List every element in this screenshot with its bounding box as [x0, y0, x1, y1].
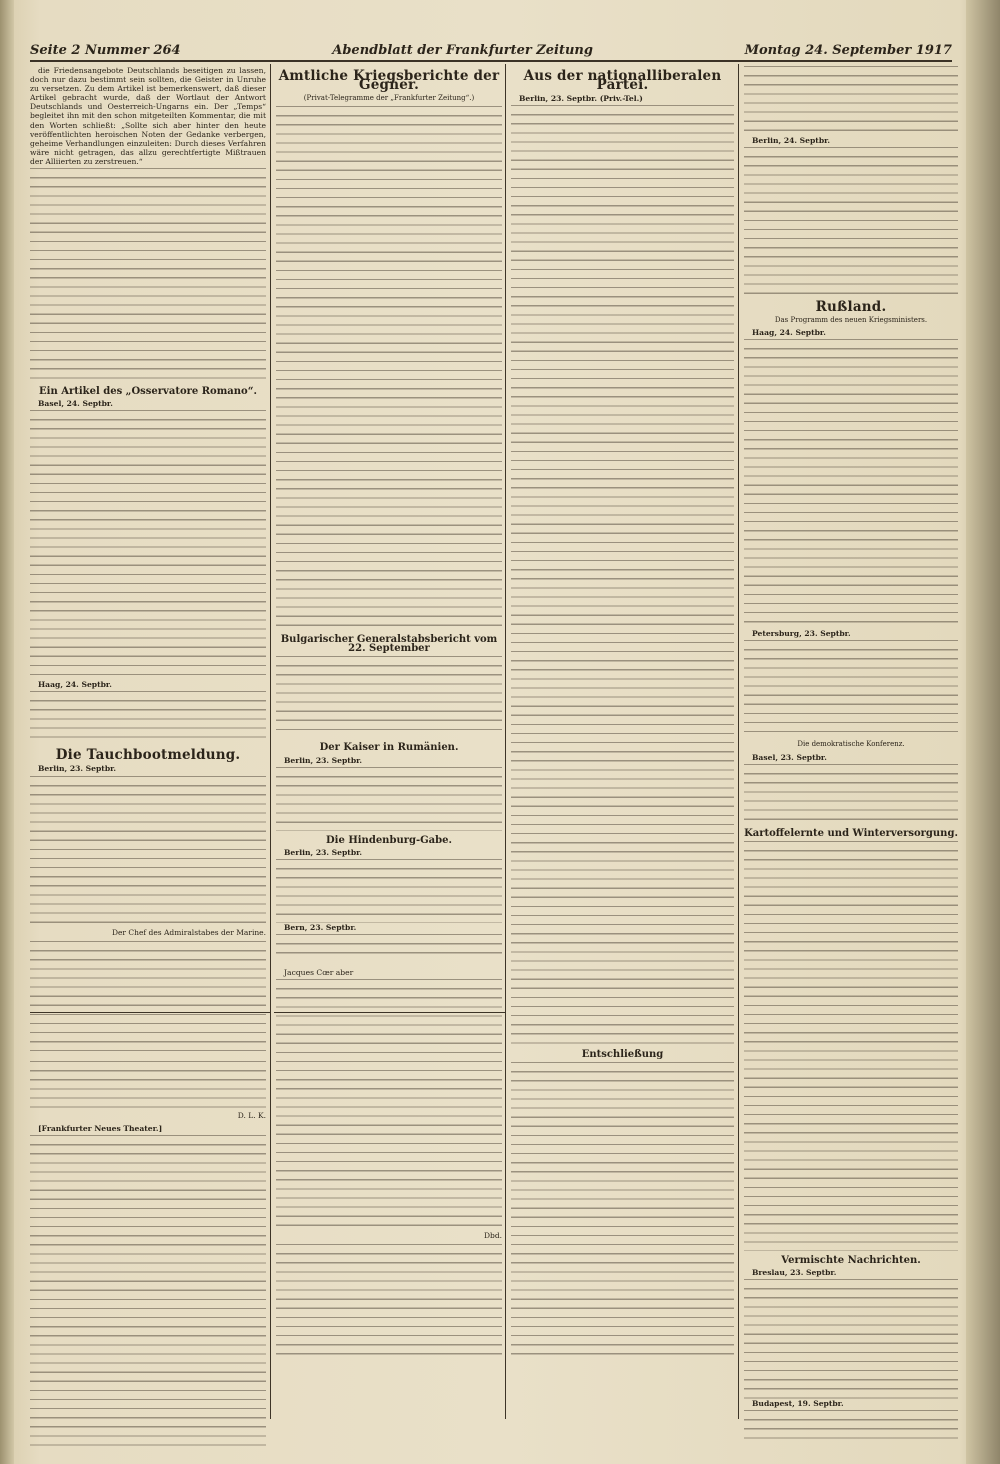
masthead [30, 40, 952, 62]
signature: Dbd. [484, 1231, 502, 1241]
feuilleton-opening: Jacques Cœr aber [284, 967, 354, 977]
article-heading: Kartoffelernte und Winterversorgung. [744, 827, 958, 839]
text-block [744, 640, 958, 740]
article-heading: Amtliche Kriegsberichte der Gegner. [278, 68, 500, 94]
article-heading: Aus der nationalliberalen Partei. [523, 68, 722, 94]
text-block [30, 410, 266, 680]
text-block [744, 339, 958, 629]
text-block [744, 1279, 958, 1399]
page-number: Seite 2 Nummer 264 [30, 42, 181, 58]
article-subheading: (Privat-Telegramme der „Frankfurter Zeitung“.) [303, 94, 475, 103]
dateline: Budapest, 19. Septbr. [752, 1398, 844, 1408]
text-block [276, 656, 502, 738]
dateline: Berlin, 23. Septbr. [284, 755, 363, 765]
article-heading: Der Kaiser in Rumänien. [319, 742, 459, 754]
text-block [30, 941, 266, 1051]
article-heading: Ein Artikel des „Osservatore Romano“. [39, 386, 257, 398]
text-block [276, 979, 502, 1229]
article-heading: Rußland. [815, 299, 887, 316]
text-block [276, 767, 502, 831]
text-block [30, 1135, 266, 1446]
issue-date: Montag 24. September 1917 [744, 42, 952, 58]
dateline: Berlin, 23. Septbr. (Priv.-Tel.) [519, 94, 643, 104]
text-block [30, 168, 266, 382]
article-subheading: Die demokratische Konferenz. [797, 740, 905, 749]
dateline: Berlin, 24. Septbr. [752, 136, 831, 145]
column-3 [511, 66, 734, 1446]
column-rule [738, 64, 739, 1419]
text-block [744, 1410, 958, 1440]
page-edge-left [0, 0, 14, 1464]
text-block [30, 691, 266, 745]
dateline: Petersburg, 23. Septbr. [752, 629, 851, 639]
signature: Der Chef des Admiralstabes der Marine. [111, 927, 266, 937]
col1-intro: die Friedensangebote Deutschlands beseitigen zu lassen, doch nur dazu bestimmt sein sollten, die Geister in Unruhe zu versetzen. Zu dem Artikel ist bemerkenswert, daß dieser Artikel gebracht wurde, daß der Wortlaut der Antwort Deutschlands und Oesterreich-Ungarns ein. Der „Temps“ begleitet ihn mit den schon mitgeteilten Kommentar, die mit den Worten schließt: „Sollte sich aber hinter den heute veröffentlichten heroischen Noten der Gedanke verbergen, geheime Verhandlungen einzuleiten: Durch dieses Verfahren wäre nicht getragen, das allzu gerechtfertigte Mißtrauen der Alliierten zu zerstreuen.“ [30, 66, 266, 166]
text-block [276, 934, 502, 956]
newspaper-title: Abendblatt der Frankfurter Zeitung [332, 42, 593, 58]
text-block [511, 1062, 734, 1362]
dateline: Basel, 23. Septbr. [752, 752, 827, 762]
section-label: [Frankfurter Neues Theater.] [38, 1123, 163, 1133]
text-block [30, 776, 266, 926]
dateline: Bern, 23. Septbr. [284, 922, 357, 932]
article-heading: Die Hindenburg-Gabe. [326, 834, 452, 846]
text-block [744, 66, 958, 136]
dateline: Haag, 24. Septbr. [752, 328, 826, 338]
text-block [744, 841, 958, 1251]
column-2 [276, 66, 502, 1446]
dateline: Berlin, 23. Septbr. [38, 764, 117, 774]
page-edge-right [966, 0, 1000, 1464]
dateline: Haag, 24. Septbr. [38, 680, 112, 690]
dateline: Basel, 24. Septbr. [38, 399, 113, 409]
column-rule [505, 64, 506, 1419]
text-block [276, 106, 502, 630]
signature: D. L. K. [237, 1110, 266, 1120]
article-heading: Entschließung [581, 1049, 664, 1061]
text-block [744, 764, 958, 824]
dateline: Breslau, 23. Septbr. [752, 1267, 837, 1277]
dateline: Berlin, 23. Septbr. [284, 847, 363, 857]
text-block [511, 105, 734, 1045]
article-subheading: Das Programm des neuen Kriegsministers. [774, 316, 928, 325]
text-block [276, 1244, 502, 1362]
column-rule [270, 64, 271, 1419]
column-1 [30, 66, 266, 1446]
text-block [30, 1061, 266, 1109]
article-heading: Vermischte Nachrichten. [781, 1254, 921, 1266]
column-4 [744, 66, 958, 1446]
text-block [276, 859, 502, 923]
article-heading: Die Tauchbootmeldung. [55, 747, 241, 764]
text-block [744, 147, 958, 297]
article-heading: Bulgarischer Generalstabsbericht vom 22. September [280, 634, 498, 655]
